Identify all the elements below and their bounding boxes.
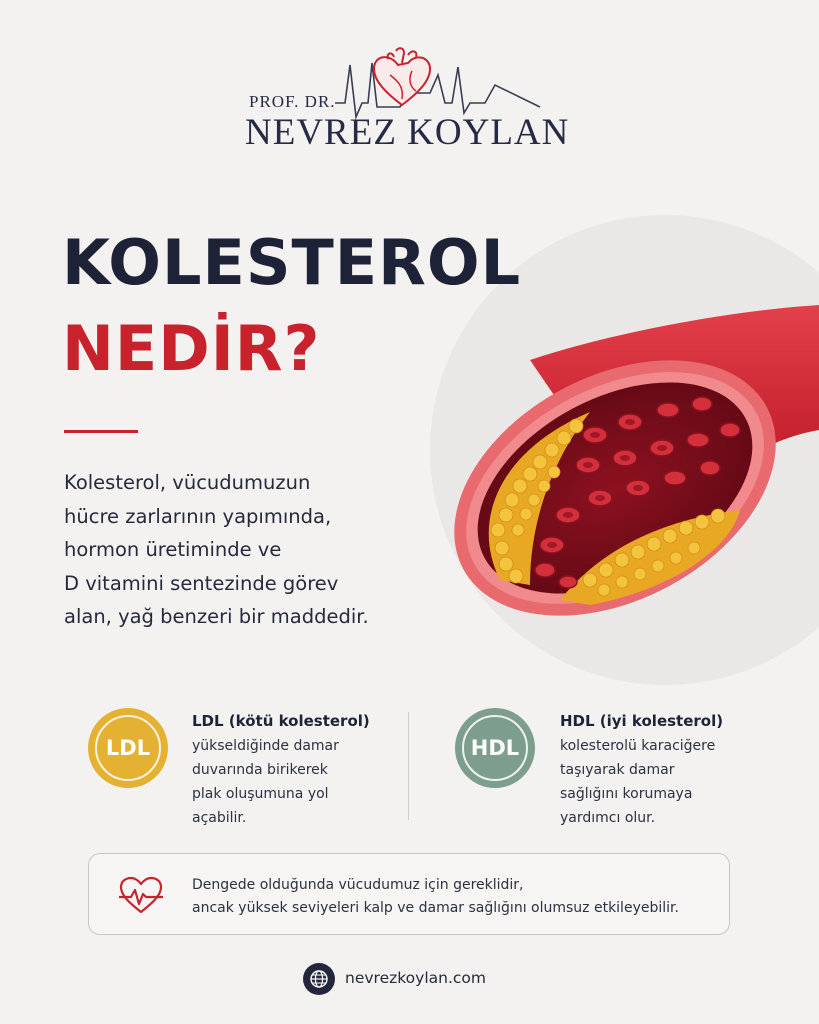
hdl-badge-label: HDL — [462, 715, 528, 781]
ldl-line: plak oluşumuna yol — [192, 786, 329, 802]
logo-prefix: PROF. DR. — [249, 92, 336, 111]
hdl-line: yardımcı olur. — [560, 810, 656, 826]
ldl-line: yükseldiğinde damar — [192, 738, 339, 754]
ldl-line: duvarında birikerek — [192, 762, 328, 778]
intro-line: hücre zarlarının yapımında, — [64, 504, 332, 528]
ldl-title: LDL (kötü kolesterol) — [192, 712, 370, 730]
intro-line: hormon üretiminde ve — [64, 538, 282, 561]
intro-paragraph — [64, 466, 424, 634]
info-note — [88, 853, 730, 935]
ldl-line: açabilir. — [192, 810, 247, 826]
ldl-badge-label: LDL — [95, 715, 161, 781]
heart-pulse-icon — [117, 876, 165, 916]
hdl-line: sağlığını korumaya — [560, 786, 693, 802]
hdl-description — [560, 734, 750, 830]
intro-line: D vitamini sentezinde görev — [64, 571, 339, 595]
ldl-badge — [88, 708, 168, 788]
hdl-badge — [455, 708, 535, 788]
hdl-line: taşıyarak damar — [560, 762, 675, 778]
globe-icon — [303, 963, 335, 995]
title-underline — [64, 430, 138, 433]
note-line: ancak yüksek seviyeleri kalp ve damar sağlığını olumsuz etkileyebilir. — [192, 900, 679, 916]
hdl-title: HDL (iyi kolesterol) — [560, 712, 724, 730]
logo-name: NEVREZ KOYLAN — [245, 112, 570, 153]
intro-line: alan, yağ benzeri bir maddedir. — [64, 605, 369, 628]
logo — [240, 45, 570, 170]
intro-line: Kolesterol, vücudumuzun — [64, 471, 311, 494]
hdl-line: kolesterolü karaciğere — [560, 738, 716, 754]
website-link[interactable]: nevrezkoylan.com — [345, 969, 486, 987]
page-title-line1: KOLESTEROL — [62, 226, 522, 299]
page-title-line2: NEDİR? — [62, 312, 321, 385]
note-text — [192, 874, 679, 920]
ldl-description — [192, 734, 382, 830]
card-divider — [408, 712, 409, 820]
note-line: Dengede olduğunda vücudumuz için gereklidir, — [192, 877, 524, 893]
artery-plaque-illustration — [440, 300, 819, 620]
